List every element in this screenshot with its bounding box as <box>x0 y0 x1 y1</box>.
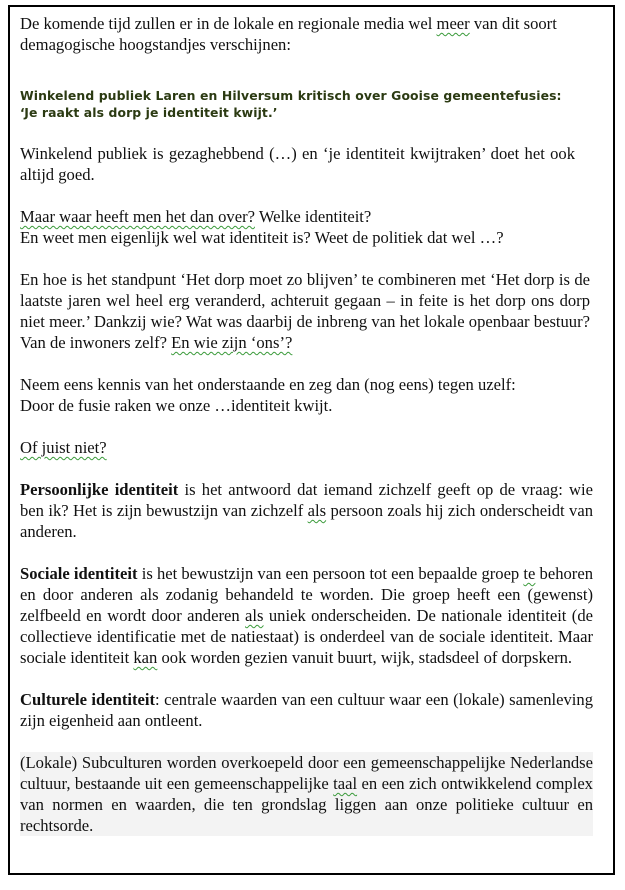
document-frame <box>8 5 615 875</box>
headline-line-2: ‘Je raakt als dorp je identiteit kwijt.’ <box>20 105 278 120</box>
p9-text-2: en een zich ontwikkelend complex van normen en waarden, die ten grondslag liggen aan onze politieke cultuur en rechtsorde. <box>20 774 593 835</box>
term-social-identity: Sociale identiteit <box>20 564 138 583</box>
term-personal-identity: Persoonlijke identiteit <box>20 480 179 499</box>
grammar-mark[interactable]: als <box>307 501 327 520</box>
grammar-mark[interactable]: als <box>245 606 264 625</box>
p7-text-3: uniek onderscheiden. De nationale identiteit (de collectieve identificatie met de natiestaat) is onderdeel van de sociale identiteit. Maar sociale identiteit <box>20 606 593 667</box>
intro-text-2: van dit soort demagogische hoogstandjes verschijnen: <box>20 14 557 54</box>
headline-line-1: Winkelend publiek Laren en Hilversum kritisch over Gooise gemeentefusies: <box>20 88 562 103</box>
p4-line-2: Door de fusie raken we onze …identiteit kwijt. <box>20 396 333 415</box>
paragraph-subcultures <box>20 752 593 836</box>
grammar-mark[interactable]: te <box>523 564 536 583</box>
p4-line-1: Neem eens kennis van het onderstaande en zeg dan (nog eens) tegen uzelf: <box>20 375 516 394</box>
document-body <box>20 13 606 836</box>
paragraph-social-identity <box>20 563 593 668</box>
grammar-mark[interactable]: En wie zijn ‘ons’? <box>171 333 293 352</box>
news-headline <box>20 87 606 121</box>
grammar-mark[interactable]: Maar waar heeft men het dan over? <box>20 207 255 226</box>
p2-text: Welke identiteit? <box>254 207 372 226</box>
intro-text-1: De komende tijd zullen er in de lokale en regionale media wel <box>20 14 437 33</box>
paragraph-3 <box>20 269 590 353</box>
paragraph-1: Winkelend publiek is gezaghebbend (…) en ‘je identiteit kwijtraken’ doet het ook altijd goed. <box>20 144 575 184</box>
grammar-mark[interactable]: meer <box>436 14 470 33</box>
paragraph-personal-identity <box>20 479 593 542</box>
paragraph-2 <box>20 206 606 248</box>
p7-text-1: is het bewustzijn van een persoon tot een bepaalde groep <box>137 564 524 583</box>
term-cultural-identity: Culturele identiteit <box>20 690 156 709</box>
p9-text-1: (Lokale) Subculturen worden overkoepeld door een gemeenschappelijke Nederlandse cultuur, bestaande uit een gemeenschappelijke <box>20 753 593 793</box>
p6-text-1: is het antwoord dat iemand zichzelf geeft op de vraag: wie ben ik? Het is zijn bewustzijn van zichzelf <box>20 480 593 520</box>
p3-text: En hoe is het standpunt ‘Het dorp moet zo blijven’ te combineren met ‘Het dorp is de laatste jaren wel heel erg veranderd, achteruit gegaan – in feite is het dorp ons dorp niet meer.’ Dankzij wie? Wat was daarbij de inbreng van het lokale openbaar bestuur? Van de inwoners zelf? <box>20 270 590 352</box>
paragraph-cultural-identity <box>20 689 593 731</box>
intro-paragraph <box>20 13 606 55</box>
p7-text-2: behoren en door anderen als zodanig behandeld te worden. Die groep heeft een (gewenst) zelfbeeld en wordt door anderen <box>20 564 593 625</box>
grammar-mark[interactable]: Of juist niet? <box>20 438 107 457</box>
paragraph-4 <box>20 374 606 416</box>
p8-text: : centrale waarden van een cultuur waar een (lokale) samenleving zijn eigenheid aan ontleent. <box>20 690 593 730</box>
p6-text-2: persoon zoals hij zich onderscheidt van anderen. <box>20 501 593 541</box>
p2-line-2: En weet men eigenlijk wel wat identiteit is? Weet de politiek dat wel …? <box>20 228 504 247</box>
grammar-mark[interactable]: taal <box>333 774 358 793</box>
paragraph-5 <box>20 437 606 458</box>
p7-text-4: ook worden gezien vanuit buurt, wijk, stadsdeel of dorpskern. <box>157 648 573 667</box>
grammar-mark[interactable]: kan <box>133 648 158 667</box>
